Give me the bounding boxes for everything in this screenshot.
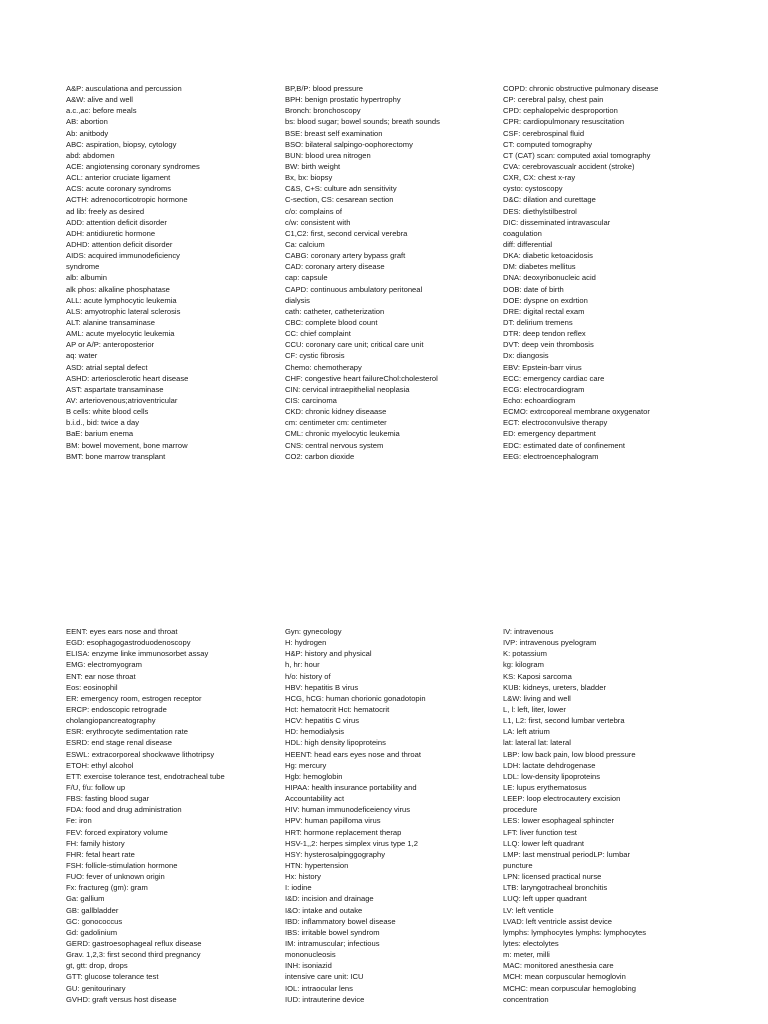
abbreviation-entry: AP or A/P: anteroposterior [66, 340, 155, 350]
abbreviation-entry: DOE: dyspne on exdrtion [503, 295, 588, 305]
abbreviation-entry: BW: birth weight [285, 161, 341, 171]
abbreviation-entry: L, l: left, liter, lower [503, 704, 566, 714]
abbreviation-entry: CAD: coronary artery disease [285, 262, 385, 272]
abbreviation-entry: AB: abortion [66, 117, 108, 127]
abbreviation-entry: Accountability act [285, 794, 345, 804]
abbreviation-entry: ENT: ear nose throat [66, 671, 136, 681]
abbreviation-entry: ACE: angiotensing coronary syndromes [66, 161, 200, 171]
abbreviation-entry: puncture [503, 860, 533, 870]
abbreviation-entry: I: iodine [285, 883, 312, 893]
abbreviation-entry: C&S, C+S: culture adn sensitivity [285, 184, 397, 194]
abbreviation-entry: mononucleosis [285, 950, 336, 960]
abbreviation-entry: gt, gtt: drop, drops [66, 961, 128, 971]
abbreviation-entry: aq: water [66, 351, 98, 361]
abbreviation-entry: Hg: mercury [285, 760, 327, 770]
abbreviation-entry: HIPAA: health insurance portability and [285, 782, 417, 792]
abbreviation-entry: dialysis [285, 295, 310, 305]
abbrev-column-i-m [503, 626, 646, 1005]
abbreviation-entry: IM: intramuscular; infectious [285, 938, 380, 948]
abbreviation-entry: CPR: cardiopulmonary resuscitation [503, 117, 625, 127]
abbreviation-entry: GTT: glucose tolerance test [66, 972, 159, 982]
abbreviation-entry: HDL: high density lipoproteins [285, 738, 386, 748]
abbreviation-entry: a.c.,ac: before meals [66, 106, 137, 116]
abbreviation-entry: CIN: cervical intraepithelial neoplasia [285, 384, 410, 394]
abbreviation-entry: ADD: attention deficit disorder [66, 217, 167, 227]
abbreviation-entry: MAC: monitored anesthesia care [503, 961, 614, 971]
abbreviation-entry: Eos: eosinophil [66, 682, 118, 692]
abbreviation-entry: EGD: esophagogastroduodenoscopy [66, 638, 191, 648]
abbreviation-entry: C-section, CS: cesarean section [285, 195, 394, 205]
abbreviation-entry: Bronch: bronchoscopy [285, 106, 361, 116]
abbreviation-entry: abd: abdomen [66, 150, 115, 160]
abbreviation-entry: DKA: diabetic ketoacidosis [503, 251, 593, 261]
abbreviation-entry: HSV-1,,2: herpes simplex virus type 1,2 [285, 838, 418, 848]
abbreviation-entry: LEEP: loop electrocautery excision [503, 794, 621, 804]
abbreviation-entry: DVT: deep vein thrombosis [503, 340, 594, 350]
abbreviation-entry: h, hr: hour [285, 660, 320, 670]
abbreviation-entry: HRT: hormone replacement therap [285, 827, 402, 837]
abbreviation-entry: ADHD: attention deficit disorder [66, 239, 173, 249]
abbreviation-entry: CCU: coronary care unit; critical care unit [285, 340, 424, 350]
abbreviation-entry: MCHC: mean corpuscular hemoglobing [503, 983, 636, 993]
abbreviation-entry: EDC: estimated date of confinement [503, 440, 625, 450]
abbreviation-entry: cm: centimeter cm: centimeter [285, 418, 387, 428]
abbreviation-entry: cysto: cystoscopy [503, 184, 563, 194]
abbreviation-entry: KUB: kidneys, ureters, bladder [503, 682, 606, 692]
abbreviation-entry: CNS: central nervous system [285, 440, 384, 450]
abbreviation-entry: Dx: diangosis [503, 351, 549, 361]
abbreviation-entry: FH: family history [66, 838, 125, 848]
abbreviation-entry: L&W: living and well [503, 693, 571, 703]
abbreviation-entry: ALS: amyotrophic lateral sclerosis [66, 306, 181, 316]
abbreviation-entry: BSE: breast self examination [285, 128, 383, 138]
abbreviation-entry: LVAD: left ventricle assist device [503, 916, 613, 926]
abbreviation-entry: procedure [503, 805, 538, 815]
abbreviation-entry: I&O: intake and outake [285, 905, 363, 915]
abbreviation-entry: H&P: history and physical [285, 649, 372, 659]
abbreviation-entry: INH: isoniazid [285, 961, 332, 971]
abbreviation-entry: Hgb: hemoglobin [285, 771, 343, 781]
abbreviation-entry: FSH: follicle-stimulation hormone [66, 860, 178, 870]
abbreviation-entry: Gd: gadolinium [66, 927, 118, 937]
abbreviation-entry: C1,C2: first, second cervical verebra [285, 228, 408, 238]
abbreviation-entry: DT: delirium tremens [503, 317, 573, 327]
abbreviation-entry: CAPD: continuous ambulatory peritoneal [285, 284, 423, 294]
abbreviation-entry: ETT: exercise tolerance test, endotracheal tube [66, 771, 225, 781]
abbreviation-entry: BSO: bilateral salpingo-oophorectomy [285, 139, 413, 149]
abbreviation-entry: EMG: electromyogram [66, 660, 142, 670]
abbreviation-entry: DTR: deep tendon reflex [503, 329, 586, 339]
abbreviation-entry: A&W: alive and well [66, 95, 133, 105]
abbreviation-entry: HEENT: head ears eyes nose and throat [285, 749, 421, 759]
abbreviation-entry: LDH: lactate dehdrogenase [503, 760, 596, 770]
abbreviation-entry: Echo: echoardiogram [503, 395, 576, 405]
abbreviation-entry: FDA: food and drug administration [66, 805, 182, 815]
abbreviation-entry: ELISA: enzyme linke immunosorbet assay [66, 649, 209, 659]
abbreviation-entry: HCV: hepatitis C virus [285, 716, 359, 726]
abbreviation-entry: LMP: last menstrual periodLP: lumbar [503, 849, 631, 859]
abbreviation-entry: ERCP: endoscopic retrograde [66, 704, 167, 714]
abbreviation-entry: F/U, f/u: follow up [66, 782, 126, 792]
abbreviation-entry: LUQ: left upper quadrant [503, 894, 587, 904]
abbreviation-entry: HSY: hysterosalpinggography [285, 849, 386, 859]
abbreviation-entry: LPN: licensed practical nurse [503, 872, 602, 882]
abbreviation-entry: c/w: consistent with [285, 217, 351, 227]
abbreviation-entry: CML: chronic myelocytic leukemia [285, 429, 400, 439]
abbreviation-entry: Grav. 1,2,3: first second third pregnancy [66, 950, 201, 960]
abbreviation-entry: EEG: electroencephalogram [503, 451, 599, 461]
abbreviation-entry: CVA: cerebrovascualr accident (stroke) [503, 161, 635, 171]
abbreviation-entry: m: meter, milli [503, 950, 550, 960]
abbreviation-entry: LV: left venticle [503, 905, 554, 915]
abbreviation-entry: D&C: dilation and curettage [503, 195, 596, 205]
abbreviation-entry: HBV: hepatitis B virus [285, 682, 359, 692]
abbreviation-entry: ADH: antidiuretic hormone [66, 228, 156, 238]
abbreviation-entry: IBS: irritable bowel syndrom [285, 927, 380, 937]
abbreviation-entry: DES: diethylstilbestrol [503, 206, 577, 216]
abbreviation-entry: IBD: inflammatory bowel disease [285, 916, 396, 926]
abbreviation-entry: H: hydrogen [285, 638, 327, 648]
abbreviation-entry: ASHD: arteriosclerotic heart disease [66, 373, 189, 383]
abbreviation-entry: DNA: deoxyribonucleic acid [503, 273, 596, 283]
abbreviation-entry: GERD: gastroesophageal reflux disease [66, 938, 202, 948]
abbreviation-entry: HPV: human papilloma virus [285, 816, 381, 826]
abbreviation-entry: FBS: fasting blood sugar [66, 794, 150, 804]
abbreviation-entry: EBV: Epstein-barr virus [503, 362, 582, 372]
abbreviation-entry: BMT: bone marrow transplant [66, 451, 166, 461]
abbreviation-entry: ESWL: extracorporeal shockwave lithotripsy [66, 749, 215, 759]
abbreviation-entry: ASD: atrial septal defect [66, 362, 148, 372]
abbreviation-entry: CABG: coronary artery bypass graft [285, 251, 406, 261]
abbreviation-entry: concentration [503, 994, 549, 1004]
abbreviation-entry: DOB: date of birth [503, 284, 564, 294]
abbrev-column-b-c [285, 83, 440, 462]
abbreviation-entry: bs: blood sugar; bowel sounds; breath sounds [285, 117, 440, 127]
abbreviation-entry: KS: Kaposi sarcoma [503, 671, 572, 681]
abbreviation-entry: GU: genitourinary [66, 983, 126, 993]
abbreviation-entry: BM: bowel movement, bone marrow [66, 440, 188, 450]
abbreviation-entry: AML: acute myelocytic leukemia [66, 329, 175, 339]
abbreviation-entry: CXR, CX: chest x-ray [503, 173, 576, 183]
abbreviation-entry: lymphs: lymphocytes lymphs: lymphocytes [503, 927, 647, 937]
abbreviation-entry: h/o: history of [285, 671, 331, 681]
abbreviation-entry: L1, L2: first, second lumbar vertebra [503, 716, 625, 726]
abbreviation-entry: ACS: acute coronary syndroms [66, 184, 172, 194]
abbreviation-entry: FEV: forced expiratory volume [66, 827, 168, 837]
abbreviation-entry: DM: diabetes mellitus [503, 262, 576, 272]
abbrev-column-c-e [503, 83, 658, 462]
abbreviation-entry: cap: capsule [285, 273, 328, 283]
abbreviation-entry: LLQ: lower left quadrant [503, 838, 585, 848]
abbreviation-entry: LES: lower esophageal sphincter [503, 816, 615, 826]
abbreviation-entry: diff: differential [503, 239, 553, 249]
abbreviation-entry: ECMO: extrcoporeal membrane oxygenator [503, 407, 650, 417]
abbreviation-entry: Chemo: chemotherapy [285, 362, 362, 372]
abbreviation-entry: CF: cystic fibrosis [285, 351, 345, 361]
abbreviation-entry: K: potassium [503, 649, 547, 659]
abbreviation-entry: cath: catheter, catheterization [285, 306, 385, 316]
abbreviation-entry: syndrome [66, 262, 100, 272]
abbreviation-entry: B cells: white blood cells [66, 407, 149, 417]
abbreviation-entry: ALL: acute lymphocytic leukemia [66, 295, 177, 305]
abbreviation-entry: Ca: calcium [285, 239, 325, 249]
abbreviation-entry: LE: lupus erythematosus [503, 782, 587, 792]
abbreviation-entry: ER: emergency room, estrogen receptor [66, 693, 202, 703]
abbreviation-entry: A&P: ausculationa and percussion [66, 84, 182, 93]
abbreviation-entry: Gyn: gynecology [285, 627, 342, 636]
abbreviation-entry: CP: cerebral palsy, chest pain [503, 95, 604, 105]
abbreviation-entry: ACTH: adrenocorticotropic hormone [66, 195, 188, 205]
abbreviation-entry: Hct: hematocrit Hct: hematocrit [285, 704, 390, 714]
abbreviation-entry: b.i.d., bid: twice a day [66, 418, 140, 428]
abbreviation-entry: Bx, bx: biopsy [285, 173, 333, 183]
abbreviation-entry: cholangiopancreatography [66, 716, 156, 726]
abbreviation-entry: GB: gallbladder [66, 905, 119, 915]
abbreviation-entry: HTN: hypertension [285, 860, 349, 870]
abbreviation-entry: BUN: blood urea nitrogen [285, 150, 371, 160]
abbreviation-entry: BP,B/P: blood pressure [285, 84, 363, 93]
abbreviation-entry: FUO: fever of unknown origin [66, 872, 165, 882]
abbreviation-entry: IV: intravenous [503, 627, 554, 636]
abbreviation-entry: kg: kilogram [503, 660, 544, 670]
abbreviation-entry: Ab: anitbody [66, 128, 109, 138]
abbreviation-entry: lytes: electolytes [503, 938, 559, 948]
abbreviation-entry: ETOH: ethyl alcohol [66, 760, 134, 770]
abbreviation-entry: Hx: history [285, 872, 321, 882]
abbrev-column-g-i [285, 626, 426, 1005]
abbreviation-entry: IUD: intrauterine device [285, 994, 365, 1004]
abbrev-column-e-g [66, 626, 225, 1005]
abbreviation-entry: GVHD: graft versus host disease [66, 994, 177, 1004]
abbreviation-entry: AV: arteriovenous;atrioventricular [66, 395, 178, 405]
abbreviation-entry: GC: gonococcus [66, 916, 123, 926]
abbrev-column-a-b [66, 83, 200, 462]
abbreviation-entry: BaE: barium enema [66, 429, 134, 439]
abbreviation-entry: HD: hemodialysis [285, 727, 345, 737]
abbreviation-entry: CIS: carcinoma [285, 395, 337, 405]
abbreviation-entry: ABC: aspiration, biopsy, cytology [66, 139, 177, 149]
abbreviation-entry: CSF: cerebrospinal fluid [503, 128, 585, 138]
abbreviation-entry: AST: aspartate transaminase [66, 384, 164, 394]
abbreviation-entry: CKD: chronic kidney diseaase [285, 407, 387, 417]
abbreviation-entry: DRE: digital rectal exam [503, 306, 585, 316]
abbreviation-entry: LFT: liver function test [503, 827, 577, 837]
abbreviation-entry: EENT: eyes ears nose and throat [66, 627, 178, 636]
abbreviation-entry: ESRD: end stage renal disease [66, 738, 172, 748]
abbreviation-entry: c/o: complains of [285, 206, 342, 216]
abbreviation-entry: ESR: erythrocyte sedimentation rate [66, 727, 188, 737]
abbreviation-entry: FHR: fetal heart rate [66, 849, 135, 859]
abbreviation-entry: ECC: emergency cardiac care [503, 373, 605, 383]
abbreviation-entry: intensive care unit: ICU [285, 972, 364, 982]
abbreviation-entry: Fx: fractureg (gm): gram [66, 883, 148, 893]
abbreviation-entry: CT (CAT) scan: computed axial tomography [503, 150, 651, 160]
abbreviation-entry: LTB: laryngotracheal bronchitis [503, 883, 608, 893]
abbreviation-entry: LA: left atrium [503, 727, 550, 737]
abbreviation-entry: MCH: mean corpuscular hemoglovin [503, 972, 626, 982]
abbreviation-entry: HCG, hCG: human chorionic gonadotopin [285, 693, 426, 703]
abbreviation-entry: lat: lateral lat: lateral [503, 738, 571, 748]
abbreviation-entry: CO2: carbon dioxide [285, 451, 355, 461]
abbreviation-entry: AIDS: acquired immunodeficiency [66, 251, 180, 261]
abbreviation-entry: LDL: low-density lipoproteins [503, 771, 601, 781]
abbreviation-entry: alb: albumin [66, 273, 107, 283]
abbreviation-entry: CHF: congestive heart failureChol:cholesterol [285, 373, 438, 383]
abbreviation-entry: LBP: low back pain, low blood pressure [503, 749, 636, 759]
abbreviation-entry: IVP: intravenous pyelogram [503, 638, 597, 648]
abbreviation-entry: BPH: benign prostatic hypertrophy [285, 95, 401, 105]
abbreviation-entry: I&D: incision and drainage [285, 894, 374, 904]
abbreviation-entry: ACL: anterior cruciate ligament [66, 173, 171, 183]
abbreviation-entry: ED: emergency department [503, 429, 596, 439]
abbreviation-entry: coagulation [503, 228, 542, 238]
abbreviation-entry: Fe: iron [66, 816, 92, 826]
abbreviation-entry: ALT: alanine transaminase [66, 317, 155, 327]
abbreviation-entry: IOL: intraocular lens [285, 983, 353, 993]
abbreviation-entry: CC: chief complaint [285, 329, 351, 339]
abbreviation-entry: HIV: human immunodeficeiency virus [285, 805, 411, 815]
abbreviation-entry: COPD: chronic obstructive pulmonary disease [503, 84, 659, 93]
abbreviation-entry: DIC: disseminated intravascular [503, 217, 611, 227]
abbreviation-entry: CBC: complete blood count [285, 317, 378, 327]
abbreviation-entry: CPD: cephalopelvic desproportion [503, 106, 618, 116]
abbreviation-entry: ECT: electroconvulsive therapy [503, 418, 608, 428]
abbreviation-entry: ECG: electrocardiogram [503, 384, 585, 394]
abbreviation-entry: ad lib: freely as desired [66, 206, 145, 216]
abbreviation-entry: CT: computed tomography [503, 139, 593, 149]
abbreviation-entry: Ga: gallium [66, 894, 105, 904]
abbreviation-entry: alk phos: alkaline phosphatase [66, 284, 170, 294]
